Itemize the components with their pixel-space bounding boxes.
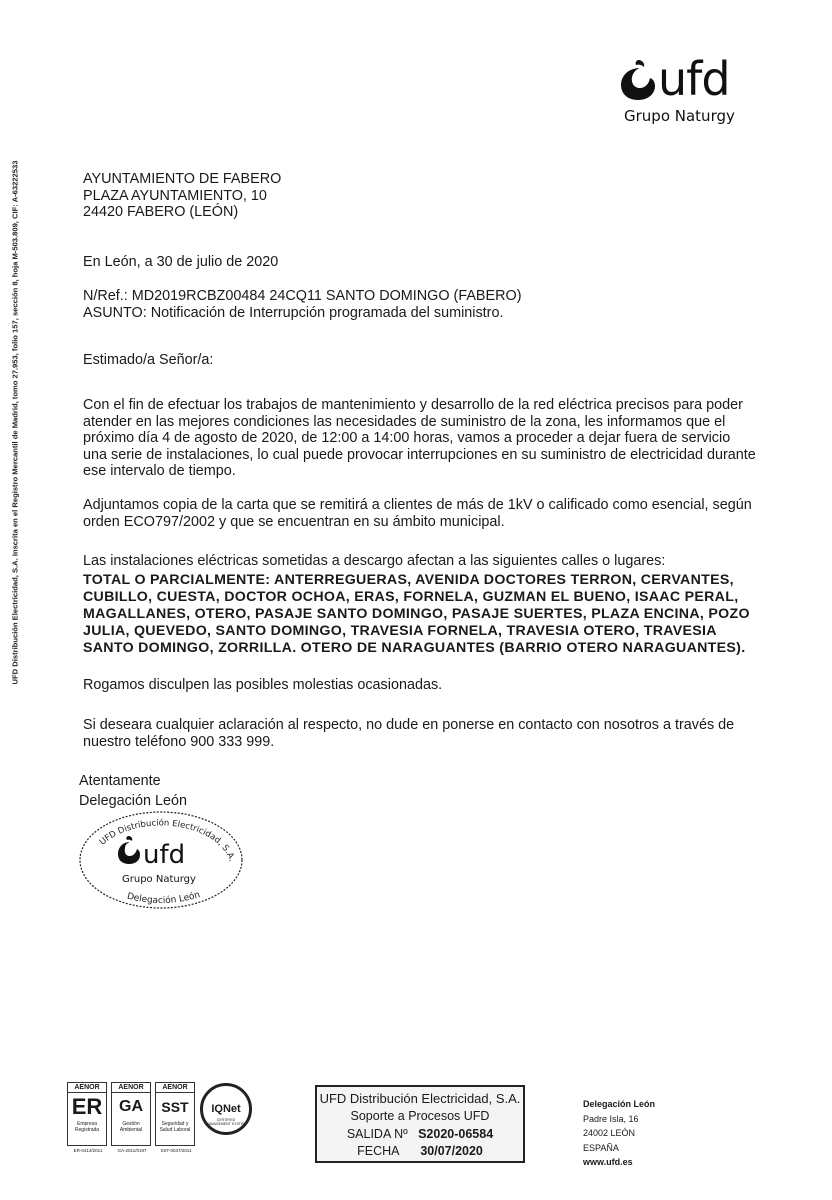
cert-issuer: AENOR [156,1083,194,1093]
contact-line: nuestro teléfono 900 333 999. [83,733,275,750]
cert-caption: Gestión Ambiental [119,1121,143,1133]
contact-line: Si deseara cualquier aclaración al respecto, no dude en ponerse en contacto con nosotros a través de [83,717,735,733]
ufd-logo [600,50,770,135]
streets-line: CUBILLO, CUESTA, DOCTOR OCHOA, ERAS, FORNELA, GUZMAN EL BUENO, ISAAC PERAL, [83,589,739,605]
recipient-line: PLAZA AYUNTAMIENTO, 10 [83,187,267,204]
stamp-date-value: 30/07/2020 [420,1144,483,1158]
closing-block [79,771,187,811]
paragraph-line: Adjuntamos copia de la carta que se remitirá a clientes de más de 1kV o calificado como esencial, según [83,497,752,513]
seal-logo-icon [118,836,140,864]
office-name: Delegación León [583,1099,656,1109]
stamp-exit-row [317,1127,523,1141]
company-seal [78,810,244,910]
seal-top-arc: UFD Distribución Electricidad, S.A. [97,818,237,863]
paragraph-line: ese intervalo de tiempo. [83,463,236,479]
cert-mark: GA [119,1098,143,1115]
streets-line: JULIA, QUEVEDO, SANTO DOMINGO, TRAVESIA FORNELA, TRAVESIA OTERO, TRAVESIA [83,623,717,639]
cert-aenor-ga [111,1082,153,1157]
logo-brand: ufd [658,52,730,106]
office-country: ESPAÑA [583,1142,619,1153]
recipient-line: AYUNTAMIENTO DE FABERO [83,171,282,187]
seal-outline [78,810,244,910]
cert-issuer: AENOR [68,1083,106,1093]
ufd-logo-icon [618,58,658,102]
stamp-department: Soporte a Procesos UFD [350,1109,490,1123]
paragraph-line: próximo día 4 de agosto de 2020, de 12:00 a 14:00 horas, vamos a proceder a dejar fuera de servicio [83,430,731,446]
logo-group-name: Grupo Naturgy [624,107,735,125]
streets-line: SANTO DOMINGO, ZORRILLA. OTERO DE NARAGUANTES (BARRIO OTERO NARAGUANTES). [83,640,746,656]
cert-caption: CERTIFIED MANAGEMENT SYSTEM [205,1118,247,1126]
office-city: 24002 LEÓN [583,1128,636,1139]
subject-line: ASUNTO: Notificación de Interrupción programada del suministro. [83,304,504,321]
streets-line: TOTAL O PARCIALMENTE: ANTERREGUERAS, AVENIDA DOCTORES TERRON, CERVANTES, [83,572,734,588]
recipient-line: 24420 FABERO (LEÓN) [83,204,239,220]
contact-paragraph [83,717,753,750]
cert-caption: Empresa Registrada [74,1121,100,1133]
stamp-exit-label: SALIDA Nº [346,1127,408,1141]
paragraph-notice [83,397,756,480]
greeting: Estimado/a Señor/a: [83,352,214,368]
streets-line: MAGALLANES, OTERO, PASAJE SANTO DOMINGO, PASAJE SUERTES, PLAZA ENCINA, POZO [83,606,750,622]
paragraph-line: atender en las mejores condiciones las necesidades de suministro de la zona, les informamos que el [83,413,726,430]
signature-line: Delegación León [79,793,188,809]
office-web: www.ufd.es [583,1157,633,1168]
paragraph-line: orden ECO797/2002 y que se encuentran en su ámbito municipal. [83,513,505,530]
cert-aenor-er [67,1082,109,1157]
apology-line: Rogamos disculpen las posibles molestias ocasionadas. [83,677,443,693]
stamp-date-row [317,1144,523,1158]
cert-mark: SST [161,1099,189,1115]
cert-mark: ER [71,1094,103,1119]
stamp-exit-number: S2020-06584 [418,1127,494,1141]
paragraph-line: una serie de instalaciones, lo cual puede provocar interrupciones en su suministro de electricidad durante [83,446,756,463]
streets-intro: Las instalaciones eléctricas sometidas a descargo afectan a las siguientes calles o lugares: [83,553,666,569]
office-street: Padre Isla, 16 [583,1113,639,1124]
stamp-company: UFD Distribución Electricidad, S.A. [319,1091,521,1106]
seal-group: Grupo Naturgy [122,874,196,885]
streets-list [83,572,753,657]
cert-iqnet [200,1083,252,1135]
side-legal-text: UFD Distribución Electricidad, S.A. Inscrita en el Registro Mercantil de Madrid, tomo 27.953, folio 157, sección 8, hoja M-503.809, CIF: A-63222533 [10,160,20,685]
cert-code: GA-2011/0197 [117,1148,147,1153]
paragraph-line: Con el fin de efectuar los trabajos de mantenimiento y desarrollo de la red eléctrica precisos para poder [83,397,743,413]
cert-aenor-sst [155,1082,197,1157]
recipient-address [83,171,753,221]
seal-bottom-arc: Delegación León [125,890,202,907]
closing-line: Atentamente [79,773,161,789]
reference-line: N/Ref.: MD2019RCBZ00484 24CQ11 SANTO DOMINGO (FABERO) [83,288,522,304]
date-line: En León, a 30 de julio de 2020 [83,254,279,270]
cert-code: SST-0037/2011 [160,1148,192,1153]
cert-caption: Seguridad y Salud Laboral [159,1121,191,1133]
seal-brand: ufd [143,840,186,870]
cert-code: ER-0414/2011 [73,1148,103,1153]
reference-block [83,288,753,321]
office-address [583,1097,655,1170]
exit-stamp [315,1085,525,1163]
stamp-date-label: FECHA [357,1144,400,1158]
cert-mark: IQNet [211,1103,241,1115]
cert-issuer: AENOR [112,1083,150,1093]
paragraph-attachment [83,497,753,530]
